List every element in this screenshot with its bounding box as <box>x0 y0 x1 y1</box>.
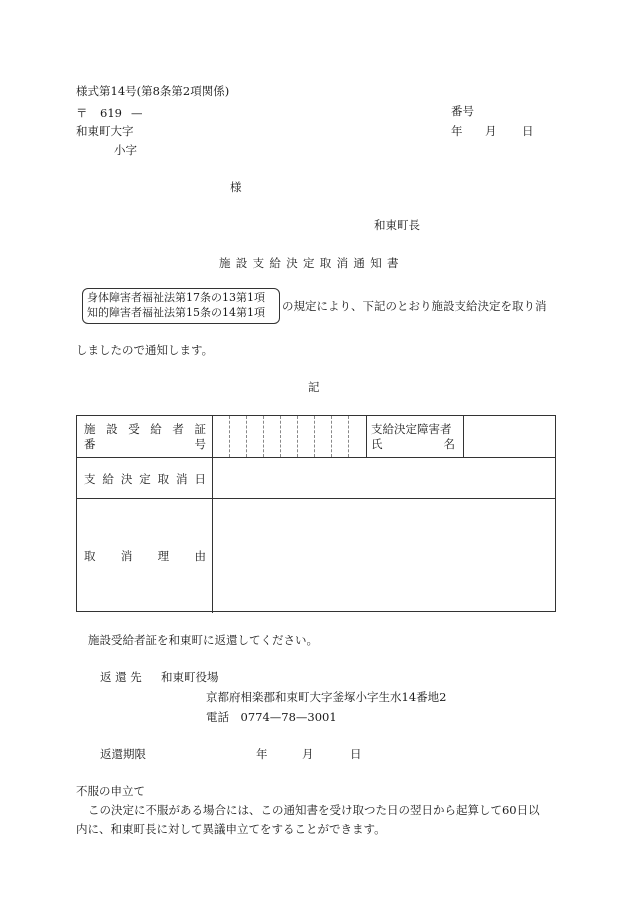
return-to-phone: 電話 0774—78—3001 <box>206 710 337 724</box>
postal-code: 619 <box>100 106 122 120</box>
row-divider <box>77 498 555 499</box>
label-char: 名 <box>443 437 455 451</box>
label-char: 決 <box>120 472 133 486</box>
date-month: 月 <box>485 124 497 138</box>
person-label-bottom <box>371 437 455 451</box>
postal-mark: 〒 <box>76 106 88 120</box>
appeal-heading: 不服の申立て <box>76 784 145 798</box>
postal-dash: — <box>131 106 143 120</box>
date-year: 年 <box>451 124 463 138</box>
ki-heading: 記 <box>308 380 320 394</box>
label-char: 消 <box>120 549 133 563</box>
form-number: 様式第14号(第8条第2項関係) <box>76 84 230 98</box>
body-line2: しましたので通知します。 <box>76 343 214 357</box>
law-option-1: 身体障害者福祉法第17条の13第1項 <box>87 291 265 304</box>
address-line2: 小字 <box>114 143 137 157</box>
law-option-2: 知的障害者福祉法第15条の14第1項 <box>87 306 265 319</box>
number-label: 番号 <box>451 104 474 118</box>
col-divider <box>212 416 213 613</box>
cert-number-label-top <box>84 422 206 436</box>
cancel-date-value[interactable] <box>217 460 551 495</box>
return-to-label: 返 還 先 <box>100 670 142 684</box>
label-char: 取 <box>84 549 96 563</box>
body-line1: の規定により、下記のとおり施設支給決定を取り消 <box>282 299 547 313</box>
deadline-month: 月 <box>302 747 314 761</box>
details-table <box>76 415 556 612</box>
label-char: 番 <box>84 437 96 451</box>
cert-number-label-bottom <box>84 437 206 451</box>
reason-label <box>84 549 206 563</box>
label-char: 設 <box>106 422 118 436</box>
address-line1: 和東町大字 <box>76 124 134 138</box>
return-to-office: 和東町役場 <box>161 670 219 684</box>
date-day: 日 <box>522 124 534 138</box>
appeal-line2: 内に、和東町長に対して異議申立てをすることができます。 <box>76 822 386 836</box>
label-char: 証 <box>194 422 206 436</box>
cert-number-value[interactable] <box>217 419 363 454</box>
return-to-address: 京都府相楽郡和束町大字釜塚小字生水14番地2 <box>206 690 447 704</box>
return-notice: 施設受給者証を和東町に返還してください。 <box>88 633 318 647</box>
col-divider <box>463 416 464 457</box>
deadline-label: 返還期限 <box>100 747 146 761</box>
label-char: 者 <box>172 422 184 436</box>
label-char: 理 <box>157 549 170 563</box>
label-char: 日 <box>194 472 206 486</box>
cancel-date-label <box>84 472 206 486</box>
issuer: 和東町長 <box>374 218 420 232</box>
col-divider <box>366 416 367 457</box>
label-char: 取 <box>157 472 170 486</box>
label-char: 支 <box>84 472 96 486</box>
deadline-day: 日 <box>350 747 362 761</box>
label-char: 由 <box>194 549 206 563</box>
label-char: 定 <box>139 472 151 486</box>
recipient-honorific: 様 <box>230 180 242 194</box>
reason-value[interactable] <box>217 502 551 608</box>
label-char: 給 <box>150 422 162 436</box>
person-name-value[interactable] <box>467 419 551 454</box>
deadline-year: 年 <box>256 747 268 761</box>
label-char: 氏 <box>371 437 383 451</box>
person-label-top: 支給決定障害者 <box>371 422 452 436</box>
row-divider <box>77 457 555 458</box>
document-title: 施設支給決定取消通知書 <box>219 256 404 270</box>
label-char: 消 <box>176 472 188 486</box>
appeal-line1: この決定に不服がある場合には、この通知書を受け取つた日の翌日から起算して60日以 <box>88 803 540 817</box>
label-char: 給 <box>102 472 114 486</box>
label-char: 施 <box>84 422 96 436</box>
label-char: 受 <box>128 422 140 436</box>
label-char: 号 <box>194 437 206 451</box>
